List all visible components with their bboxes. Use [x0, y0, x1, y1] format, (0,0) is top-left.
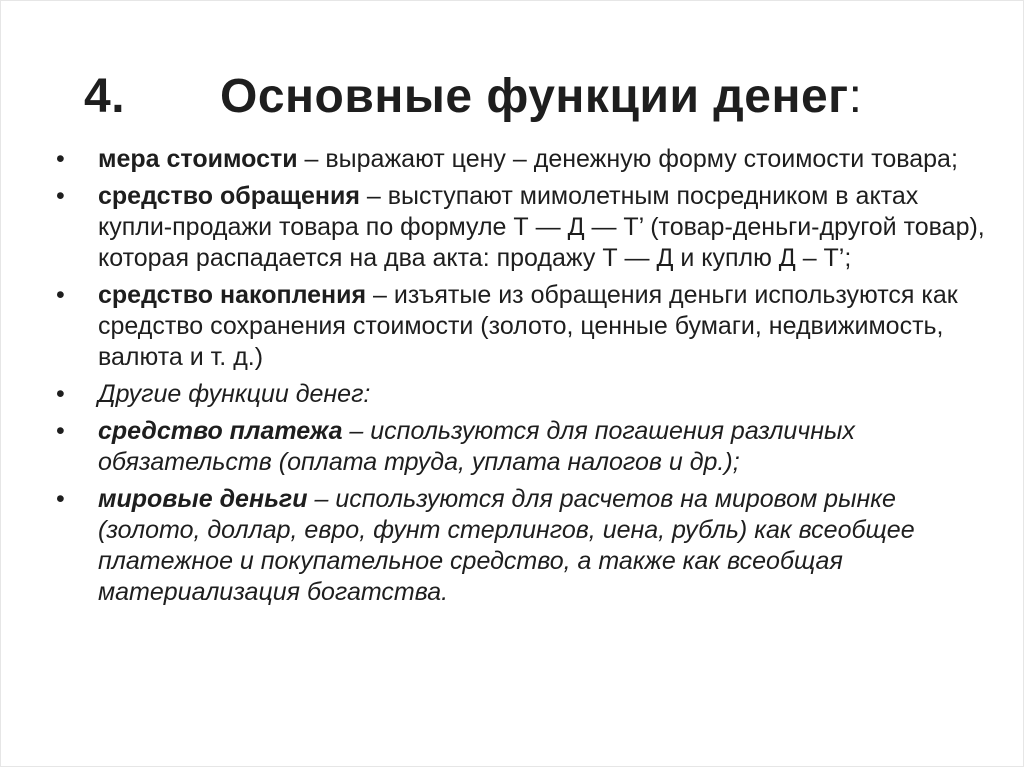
- item-term: мера стоимости: [98, 145, 298, 173]
- item-text: – выражают цену – денежную форму стоимости товара;: [297, 145, 958, 173]
- list-item-world-money: [56, 484, 986, 608]
- list-item-medium-of-exchange: [56, 181, 986, 274]
- list-item-store-of-value: [56, 280, 986, 373]
- item-text: – используются для расчетов на мировом рынке (золото, доллар, евро, фунт стерлингов, иена, рубль) как всеобщее платежное и покупательное средство, а также как всеобщая материализация богатства.: [98, 485, 915, 606]
- slide-title: [84, 64, 863, 130]
- item-text: – используются для погашения различных обязательств (оплата труда, уплата налогов и др.);: [98, 417, 855, 476]
- list-item-other-functions-heading: [56, 379, 986, 410]
- title-text: Основные функции денег: [220, 70, 849, 123]
- item-term: средство платежа: [98, 417, 343, 445]
- title-colon: :: [848, 70, 863, 123]
- bullet-icon: •: [56, 485, 65, 513]
- bullet-icon: •: [56, 145, 65, 173]
- bullet-icon: •: [56, 281, 65, 309]
- bullet-icon: •: [56, 182, 65, 210]
- item-text: – выступают мимолетным посредником в актах купли-продажи товара по формуле Т — Д — Т’ (товар-деньги-другой товар), которая распадается на два акта: продажу Т — Д и куплю Д – Т’;: [98, 182, 985, 272]
- list-item-measure-of-value: [56, 144, 986, 175]
- title-number: 4.: [84, 70, 126, 123]
- item-term: мировые деньги: [98, 485, 308, 513]
- item-term: средство обращения: [98, 182, 360, 210]
- item-text: Другие функции денег:: [98, 380, 371, 408]
- functions-list: [56, 144, 986, 614]
- item-term: средство накопления: [98, 281, 367, 309]
- bullet-icon: •: [56, 417, 65, 445]
- bullet-icon: •: [56, 380, 65, 408]
- item-text: – изъятые из обращения деньги используются как средство сохранения стоимости (золото, ценные бумаги, недвижимость, валюта и т. д.): [98, 281, 958, 371]
- list-item-means-of-payment: [56, 416, 986, 478]
